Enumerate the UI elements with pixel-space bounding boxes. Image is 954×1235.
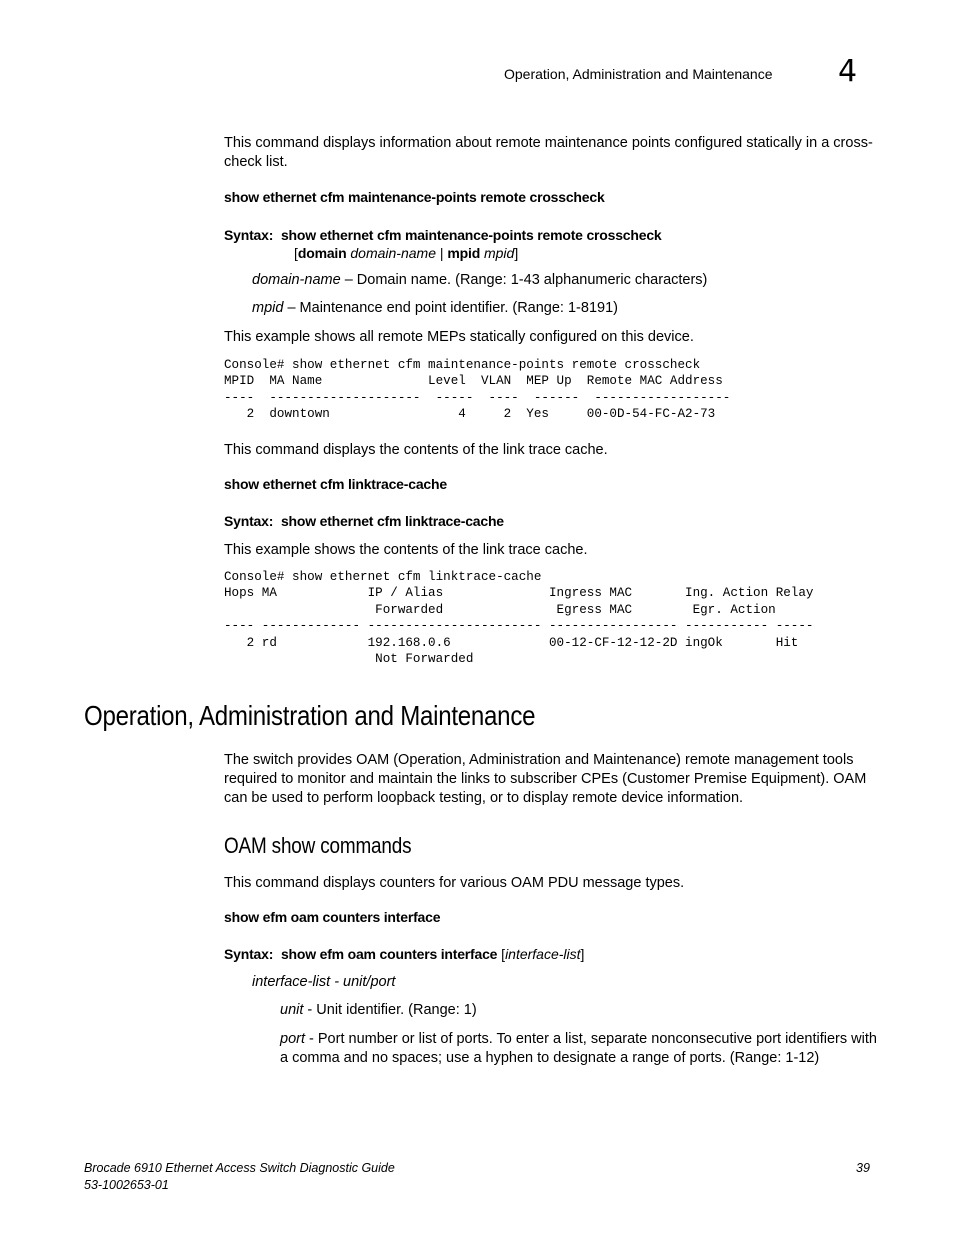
param-port	[280, 1030, 880, 1068]
param-description: – Domain name. (Range: 1-43 alphanumeric characters)	[344, 272, 708, 288]
syntax-label: Syntax:	[224, 513, 274, 529]
running-header-title: Operation, Administration and Maintenance	[504, 66, 773, 82]
param-domain-name	[252, 272, 707, 288]
param-name: domain-name	[252, 272, 341, 288]
syntax-command: show efm oam counters interface	[280, 946, 498, 962]
syntax-pipe: |	[439, 245, 444, 261]
syntax-label: Syntax:	[224, 227, 274, 243]
linktrace-command-heading: show ethernet cfm linktrace-cache	[224, 476, 447, 492]
param-description: – Maintenance end point identifier. (Range: 1-8191)	[287, 300, 618, 316]
linktrace-intro-paragraph: This command displays the contents of the link trace cache.	[224, 442, 608, 458]
crosscheck-command-heading: show ethernet cfm maintenance-points remote crosscheck	[224, 189, 605, 205]
close-bracket: ]	[580, 946, 585, 962]
syntax-arg-mpid: mpid	[483, 245, 515, 261]
footer-doc-number: 53-1002653-01	[84, 1178, 169, 1192]
open-bracket: [	[501, 946, 506, 962]
syntax-command: show ethernet cfm maintenance-points remote crosscheck	[280, 227, 662, 243]
param-name: port	[280, 1031, 305, 1047]
param-description: - Port number or list of ports. To enter a list, separate nonconsecutive port identifiers with a comma and no spaces; use a hyphen to designate a range of ports. (Range: 1-12)	[280, 1031, 877, 1066]
subsection-heading-oam-show-commands: OAM show commands	[224, 833, 412, 858]
oam-syntax-line	[224, 946, 584, 962]
chapter-number: 4	[838, 54, 858, 89]
syntax-keyword-domain: domain	[297, 245, 347, 261]
footer-doc-title: Brocade 6910 Ethernet Access Switch Diagnostic Guide	[84, 1161, 395, 1175]
crosscheck-console-output: Console# show ethernet cfm maintenance-points remote crosscheck MPID MA Name Level VLAN MEP Up Remote MAC Address ---- -------------------- ----- ---- ------ ------------------ 2 downtown 4 2 Yes 00-0D-54-FC-A2-73	[224, 358, 731, 422]
oam-counters-intro: This command displays counters for various OAM PDU message types.	[224, 875, 685, 891]
oam-command-heading: show efm oam counters interface	[224, 909, 441, 925]
syntax-arg-domain: domain-name	[350, 245, 436, 261]
crosscheck-intro-paragraph: This command displays information about remote maintenance points configured statically in a cross-check list.	[224, 135, 873, 170]
close-bracket: ]	[514, 245, 519, 261]
crosscheck-example-intro: This example shows all remote MEPs statically configured on this device.	[224, 329, 694, 345]
oam-intro-paragraph: The switch provides OAM (Operation, Administration and Maintenance) remote management tools required to monitor and maintain the links to subscriber CPEs (Customer Premise Equipment). OAM can be used to perform loopback testing, or to display remote device information.	[224, 752, 867, 806]
param-description: - Unit identifier. (Range: 1)	[307, 1002, 477, 1018]
param-interface-list-text: interface-list - unit/port	[252, 974, 396, 990]
section-heading-oam: Operation, Administration and Maintenance	[84, 700, 536, 731]
linktrace-console-output: Console# show ethernet cfm linktrace-cache Hops MA IP / Alias Ingress MAC Ing. Action Relay Forwarded Egress MAC Egr. Action ---- ------------- ----------------------- ----------------- ----------- ----- 2 rd 192.168.0.6 00-12-CF-12-12-2D ingOk Hit Not Forwarded	[224, 570, 814, 667]
linktrace-syntax-line	[224, 513, 504, 529]
linktrace-example-intro: This example shows the contents of the link trace cache.	[224, 542, 588, 558]
param-interface-list	[252, 974, 395, 990]
param-name: mpid	[252, 300, 284, 316]
param-name: unit	[280, 1002, 304, 1018]
syntax-keyword-mpid: mpid	[447, 245, 481, 261]
param-mpid	[252, 300, 618, 316]
crosscheck-syntax-options	[294, 245, 518, 261]
open-bracket: [	[294, 245, 298, 261]
syntax-label: Syntax:	[224, 946, 274, 962]
syntax-command: show ethernet cfm linktrace-cache	[280, 513, 504, 529]
crosscheck-syntax-line	[224, 227, 662, 243]
footer-page-number: 39	[856, 1161, 870, 1175]
param-unit	[280, 1002, 477, 1018]
syntax-arg-interface-list: interface-list	[505, 946, 581, 962]
